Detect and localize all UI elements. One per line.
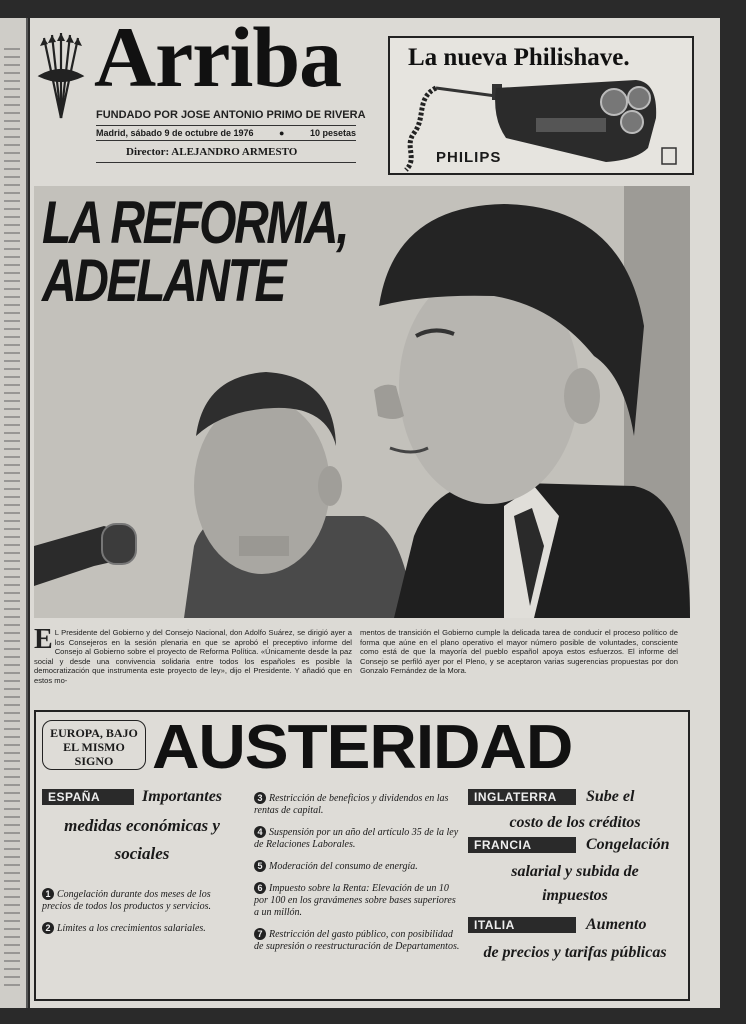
espana-heading-1: Importantes (142, 788, 223, 805)
founder-line: FUNDADO POR JOSE ANTONIO PRIMO DE RIVERA (96, 109, 366, 121)
philips-advertisement (388, 36, 694, 175)
inglaterra-tag: INGLATERRA (468, 789, 576, 805)
francia-text-2: salarial y subida de impuestos (511, 863, 639, 904)
austerity-box (34, 710, 690, 1001)
front-page-photo (34, 186, 690, 618)
ad-title: La nueva Philishave. (408, 44, 630, 71)
measure-item (42, 922, 242, 935)
international-column (468, 788, 682, 962)
measure-text: Restricción del gasto público, con posibilidad de supresión o reestructuración de Departamentos. (254, 929, 460, 952)
yoke-and-arrows-emblem (36, 30, 86, 120)
inglaterra-text-2: costo de los créditos (509, 814, 641, 831)
measure-text: Moderación del consumo de energía. (269, 861, 418, 872)
measure-text: Límites a los crecimientos salariales. (57, 923, 206, 934)
measure-text: Restricción de beneficios y dividendos en las rentas de capital. (254, 793, 449, 816)
lead-text-1: L Presidente del Gobierno y del Consejo Nacional, don Adolfo Suárez, se dirigió ayer a los Consejeros en la sesión plenaria en que se aprobó el preceptivo informe del Consejo al Gobierno sobre el proyecto de Reforma Política. «Únicamente desde la paz social y desde una convivencia solidaria entre todos los españoles es posible la democratización que instrumenta este proyecto de ley», dijo el Presidente. Y añadió que en estos mo- (34, 628, 352, 685)
measure-item (254, 928, 462, 953)
number-badge: 1 (42, 888, 54, 900)
number-badge: 3 (254, 792, 266, 804)
espana-heading-2: medidas económicas y sociales (64, 816, 220, 863)
number-badge: 4 (254, 826, 266, 838)
newspaper-front-page (30, 9, 720, 1008)
director-line: Director: ALEJANDRO ARMESTO (126, 146, 298, 158)
ad-brand: PHILIPS (436, 149, 502, 166)
price-text: 10 pesetas (309, 128, 356, 138)
number-badge: 6 (254, 882, 266, 894)
measure-item (254, 882, 462, 919)
newspaper-logo: Arriba (94, 9, 342, 105)
italia-text-2: de precios y tarifas públicas (483, 944, 667, 961)
espana-items (42, 888, 242, 935)
italia-tag: ITALIA (468, 917, 576, 933)
francia-tag: FRANCIA (468, 837, 576, 853)
austerity-headline: AUSTERIDAD (152, 713, 573, 782)
measure-text: Suspensión por un año del artículo 35 de la ley de Relaciones Laborales. (254, 827, 459, 850)
measure-text: Congelación durante dos meses de los precios de todos los productos y servicios. (42, 889, 211, 912)
measure-item (254, 860, 462, 873)
divider (96, 162, 356, 163)
italia-text-1: Aumento (586, 916, 647, 933)
lead-column-2: mentos de transición el Gobierno cumple la delicada tarea de conducir el proceso político de forma que aúne en el plano operativo el mayor número posible de voluntades, consciente como está de que la mayoría del pueblo español apoya estos esfuerzos. El informe del Consejo se perfiló ayer por el Pleno, y se aceptaron varias sugerencias propuestas por don Gonzalo Fernández de la Mora. (360, 628, 678, 676)
headline-line-1: LA REFORMA, (42, 189, 348, 256)
number-badge: 2 (42, 922, 54, 934)
lead-column-1 (34, 624, 352, 686)
measures-column (254, 792, 462, 962)
francia-text-1: Congelación (586, 836, 670, 853)
dateline (96, 125, 356, 141)
date-text: Madrid, sábado 9 de octubre de 1976 (96, 128, 254, 138)
measure-text: Impuesto sobre la Renta: Elevación de un 10 por 100 en los gravámenes sobre bases superiores a un millón. (254, 883, 456, 918)
measure-item (254, 826, 462, 851)
bullet-icon: ● (279, 128, 285, 138)
espana-tag: ESPAÑA (42, 789, 134, 805)
masthead (30, 9, 720, 183)
number-badge: 7 (254, 928, 266, 940)
drop-cap: E (34, 624, 53, 655)
inglaterra-text-1: Sube el (586, 788, 635, 805)
europa-box: EUROPA, BAJO EL MISMO SIGNO (42, 720, 146, 770)
measure-item (254, 792, 462, 817)
measure-item (42, 888, 242, 913)
espana-column (42, 788, 242, 944)
headline-line-2: ADELANTE (42, 247, 285, 314)
main-headline (42, 189, 348, 314)
number-badge: 5 (254, 860, 266, 872)
adjacent-page-edge (0, 18, 28, 1008)
lead-article (34, 624, 690, 706)
